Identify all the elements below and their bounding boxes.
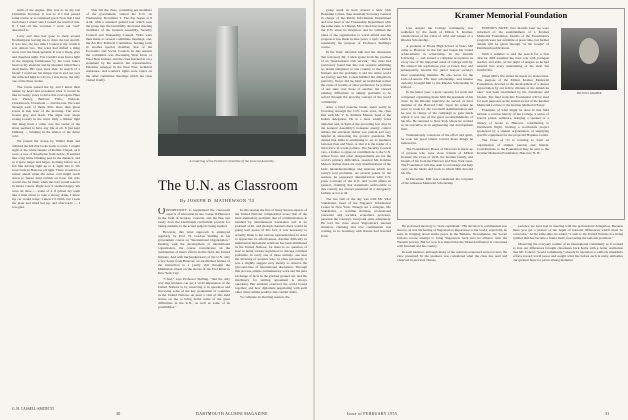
article-byline: By JOSEPH D. MATHEWSON '55 [180, 198, 255, 203]
un-building-photo [158, 8, 306, 156]
article-column-final-2 [513, 224, 623, 410]
photo-caption: A rendering of the Political Committee of the General Assembly. [189, 159, 275, 163]
east-river [158, 134, 306, 156]
paragraph: "I feel," says Professor Skilling, "that the only way that students can get a vivid impression of the United Nations is by observing it in operation and surveying some of the key spokesmen of countries in the United Nations. At least a visit of this kind serves on me to bring home some of the great difficulties in the U.N., as well as some of its possibilities." [158, 276, 230, 310]
page-number-right: 31 [605, 411, 610, 416]
story-column-1 [12, 8, 80, 404]
paragraph: In December Milt was considered the recipient of the Gilkeson Memorial Scholarship [401, 176, 473, 185]
paragraph: After a brief exercise break, spent partly in browsing through the U.N. book store, the class met with Mr. V. K. Krishna Menon, head of the Indian delegation. He is a most widely feted diplomat and, in light of the preceding few days in the General Assembly's nonsense energy control debate, the articulate Indian was patient and very helpful in answering the group's questions. He denied that India is attempting to act as mediator between East and West, or that it is the leader of a third force in world politics. The Security Council veto, a failure to agree on contributions to the U.N. armed force, and other disagreements are not the world's primary difficulties, asserted Mr. Krishna Menon. Rather these are only manifestations of the basic misunderstandings and tensions which are today's real problems. As several points in the session, he expressed dissatisfaction with U.S. press coverage of the U.N. and world affairs in general, claiming that statements unfavorable to this country are always presented in a derogatory fashion or not at all. [321, 105, 391, 196]
paragraph: We passed the sweep by Wilder Dam and climbed the hill that looks north to town. I caught sight of the white steeple of Rollins Chapel, as it were, a tree of Roseliplus from below. It seemed like a big white blinking post in the distance, and as it grew larger and larger, looming before us, I felt like driving right up to it, right into it. We were back in Hanover all right. There would be a winter ahead when the dense cold might reach down to freeze hard tarnish on bare; but who would also be times when the cold would reserve in amore course. Right now it seemed happy. We were all there — some of it if gritted my teeth like a man about to take a strong drink. I knew my car would water; I knew I'd climb, but I took the glass and tilted her up, and afterwards — I was glad. [12, 139, 80, 209]
article-column-3 [158, 208, 230, 410]
paragraph: The Foundation's Board of Directors is made up of persons who were close friends of Milton Kramer: the Class of 1933, the Kramer family, and friends of his from the Hanover and New York areas. The Foundation will also seek to encourage and help carry on the ideals and work to which Milt devoted his life. [401, 146, 473, 176]
paragraph [158, 208, 230, 228]
paragraph: In each instance, although many of the opinions expressed were not new, the view presented by the speakers was considered what the class has read and observed in previous classes. [397, 250, 507, 263]
paragraph: He professed ideology to "state capitalism." His devotion to communism was sincere, as was his feeling of Yugoslavia's importance to the world, especially, he said, in bringing about stable peace in the Balkans. Nevertheless, the Soviet Union's recent attempt to bring Yugoslavia back into its alliance with the Western powers. But for now it is shared that the Western influence is concerned with freedom and his country. [397, 224, 507, 249]
paragraph: The last visit of the day was with Mr. Vilar Vainshabar, head of the Yugoslav Information Center in New York. Though not a delegate, Mr. Vainshabar, a wartime Partisan, professional journalist and socialist economics professor, personal the country's viewpoint quite adequately. He told the class about Yugoslavia's internal situation, claiming that true communism was coming, in its boundary with Russia had reverted from [321, 196, 391, 238]
paragraph: To complete its morning session, the [240, 295, 290, 300]
paragraph: This fall the class, consisting ten members of the government, visited the U.N. on Wednesday, November 3. The day began at 9 A.M. with a standard guided tour which took the group into the beautifully decorated meeting chambers of the General Assembly, Security Council and Trusteeship Council. Visits were then made to several committee meetings, one, the Ad Hoc Political Committee, holding forth in another special chamber, that of the Economic and Social Council. In this session the committee was discussing West Irian, or West New Guinea, and the class listened in on a statement by the Austral. ian representative, Palestine refugees in the Near East, technical assistance, and women's rights were topics on the other committee meetings which the class visited briefly. [86, 8, 152, 82]
paragraph: group spent an hour around a table with Benjamin Cohen, then Assistant Secretary General in charge of the Public Information Department and now head of the Trusteeship Department with the same rank. A Chilean, Mr. Cohen has been with the U.N. since its inception, and he outlined the plans of the organization to world affairs and the progress it has made in nine years, a topic which is essentially the purpose of Professor Skilling's course. [321, 8, 391, 49]
paragraph: The Class of '33 is working to form an organization of alumni, parents and friends. Contributions to the Foundation may be sent to the Kramer Memorial Foundation, Hanover, N. H. [477, 138, 549, 155]
page-number-left: 30 [116, 411, 121, 416]
paragraph: When Milt's life ended he needs no elaboration. The purpose of the Milton Kramer Memorial Foundation, devoted to the development of a deeper appreciation by our fellow citizens of the American idea," has been established by his classmates and friends. The fund from this Foundation will be used for such purposes as the annual award of the Kramer Memorial Lecture or the Kramer Memorial Essay. [477, 74, 549, 107]
paragraph: Examples of what might be done in this field include a concise history of the College, a series of honors prizes, seminars, bringing a speaker or a library of books to Hanover, contributing to Dartmouth Night, backing a worthwhile project sponsored by a student organization, or supplying specific equipment for the projected Hopkins Center. [477, 108, 549, 137]
left-page [0, 0, 313, 420]
sidebar-column-1 [401, 26, 473, 214]
article-column-2 [86, 8, 152, 410]
drop-cap: O [158, 208, 166, 217]
paragraph: Larry and Jake had gone to sleep around Northampton leaving me to drive the last stretch. It was late; the last time I looked at my watch it was almost two. The wind had drifted a thing snow over the bleak uplands. It was a black, grey and cheerless night. You couldn't even find a light in the sleeping farmhouses by the road. Jake's head on my shoulder and he shoulder lolled like a dead man's. His eyes were shut. In search of a friend. I could see his temper rise in and out over the reflected light as I drove. I was alone, the only one of the three awake. [12, 34, 80, 84]
paragraph: perience we have had in meeting with the professional delegation. Because there you get a picture of the depth of national differences which must be overcome." At the same time, he added, "a visit to the United Nations is a living symbol that has become a future itself, forecasting the national positions." [513, 224, 623, 241]
paragraph: Observing the everyday routine of an international community as it worked to iron out differences brought classmates back home with a better realization that Mr. Cohen's "world community," already in operation to embody mankind's efforts toward world peace and sought what lies before such in unity, embodies our greatest hope for peace among mankind. [513, 241, 623, 263]
paragraph: Last August the College community was saddened by the death of Milton S. Kramer, valedictorian of the Class of 1933 and winner of a Rhodes Scholarship. [401, 26, 473, 43]
magazine-name: DARTMOUTH ALUMNI MAGAZINE [196, 411, 268, 416]
sidebar-title: Kramer Memorial Foundation [454, 10, 568, 20]
kramer-portrait [561, 28, 617, 90]
article-continued-column [321, 8, 391, 412]
article-column-final-1 [397, 224, 507, 410]
article-column-4 [235, 208, 307, 410]
portrait-face [579, 38, 599, 64]
right-page [315, 0, 628, 420]
paragraph: Tremendously conscious of his effort and spirit, he took his great talents toward those things he believed in. [401, 132, 473, 146]
paragraph: team of the engine. This was to be my last Christmas Vacation. It was so if I had passed some course or so remained good. Now that I had been there I wasn't sure I looked the result of this. If I had all the vacation I went out "sad" described it. [12, 8, 80, 33]
portrait-caption: MILTON S. KRAMER [576, 92, 602, 95]
paragraph-text: PPORTUNITY to supplement the classroom aspects of education in one course in Hanover in the form of lectures, concerts, and the like, but rarely does the Dartmouth curriculum provide for taking students to the actual subjects being studied. [158, 208, 230, 229]
assembly-building [178, 116, 298, 134]
paragraph: However, this latter approach is employed regularly by Prof. H. Gordon Skilling in his government course on "International Organization." Dealing with the development of international organization, the course concentrates on the culmination of man's efforts in this field, the United Nations. And with the headquarters of the U.N. only a few hours from Hanover, an established feature of the instruction is a yearly visit through the Manhattan streets on the shores of the East River in New York City. [158, 229, 230, 275]
paragraph: In his brief, informal talk and the discussion that followed, Mr. Cohen spoke from his position of an "international civil servant." The class had previously found that this role requires admitting no denial allegiance to one country or the United Nations and the problems it and the entire world are facing; and Mr. Cohen fulfilled his obligations perfectly. Never did he label an individual nation the cause of trouble or show preference for policies of one state over those of another, but viewed existing difficulties as simply problems to be solved through the growing concept of the world community. [321, 50, 391, 104]
article-title: The U.N. as Classroom [158, 178, 298, 194]
sidebar-column-3 [555, 102, 619, 214]
story-signature: G. H. CASSELL-SMITH '55 [12, 407, 54, 411]
paragraph: With a summer to end the search for a first director, Milt assumed the class role with youngest teacher, and state, on the night of August as he had entered into every undertaking of his short but fruitful life. [477, 52, 549, 73]
paragraph: The towns passed me by, and I knew their names by heart and wondered what it would be like in twenty years to drive this road again. Here was Putney, Bellows Falls, Walpole, Charlestown, Claremont — and the rest. We went through each of them, little more than ghost towns at that hour of the morning. The snow frozen grey and black. The signs over shops swung loosely in the wind. Only a blinker light that hung from a cable over the center of the street seemed to have any life at all. It just kept blinking — blinking in the silence of the dense cold. [12, 84, 80, 138]
issue-date: Issue of FEBRUARY 1955 [347, 411, 398, 416]
paragraph: In this session the first of many known aspects of the United Nations' complexities arose: that of the most elementary problem, that of communication, is handled by simultaneous translation and is no problem at all, and through channels there would be going well aware of this fact, it was necessary to actually listen to the various representatives in order to appreciate its effectiveness. Another difficulty in multilateral diplomatic relations has been eliminated in the United Nations, for there is no question of how or being various legislators to discuss common problems. In every one of these settings, one sees the diversity of peoples who, in class previously, it was a slightly suggest easy merely to observe the give-and-take of international discussion. Through this process, simple parliamentary work and the pure exchange of facts in the gradual ground out, and the machinery for settling agreement is always operating. But students observed the world bound together; and how diplomats negotiating with each other often remain positive and contain drafts. [235, 208, 307, 294]
paragraph: A graduate of Bronx High School at State, Mil came to Hanover in the fall and began his varied achievements in scholarship. In the months following — and earned a complete acceptance in every one of the important areas of college activity. He entered his sophomore year at Green Key and subsequently became the junior honors society's most outstanding member. He also wrote for the Jack-o-Lantern. His later scholarship, and intense curiosity brought him to the Rhodes Scholarship in Oxford. [401, 43, 473, 89]
paragraph: In his junior year, a great capacity for work and competent organizing made Milt the president of his class. In his Rhodes interview he served as brief member of the Harvard Club. Upon his return he went to work for the Goodwill Administration and he was in charge of the campaign to gain funds which it was one of the great accomplishments of his life. He returned to New York where he worked as an executive in an engineering and development firm. [401, 90, 473, 132]
sidebar-column-2 [477, 26, 549, 214]
paragraph: EDITOR'S NOTE: Two months later we were informed of the establishment of a Kramer Memorial Foundation. Details of the Foundation's program were not available at press time, but further details will be given through "at the trough" of Dartmouth publications. [477, 26, 549, 51]
